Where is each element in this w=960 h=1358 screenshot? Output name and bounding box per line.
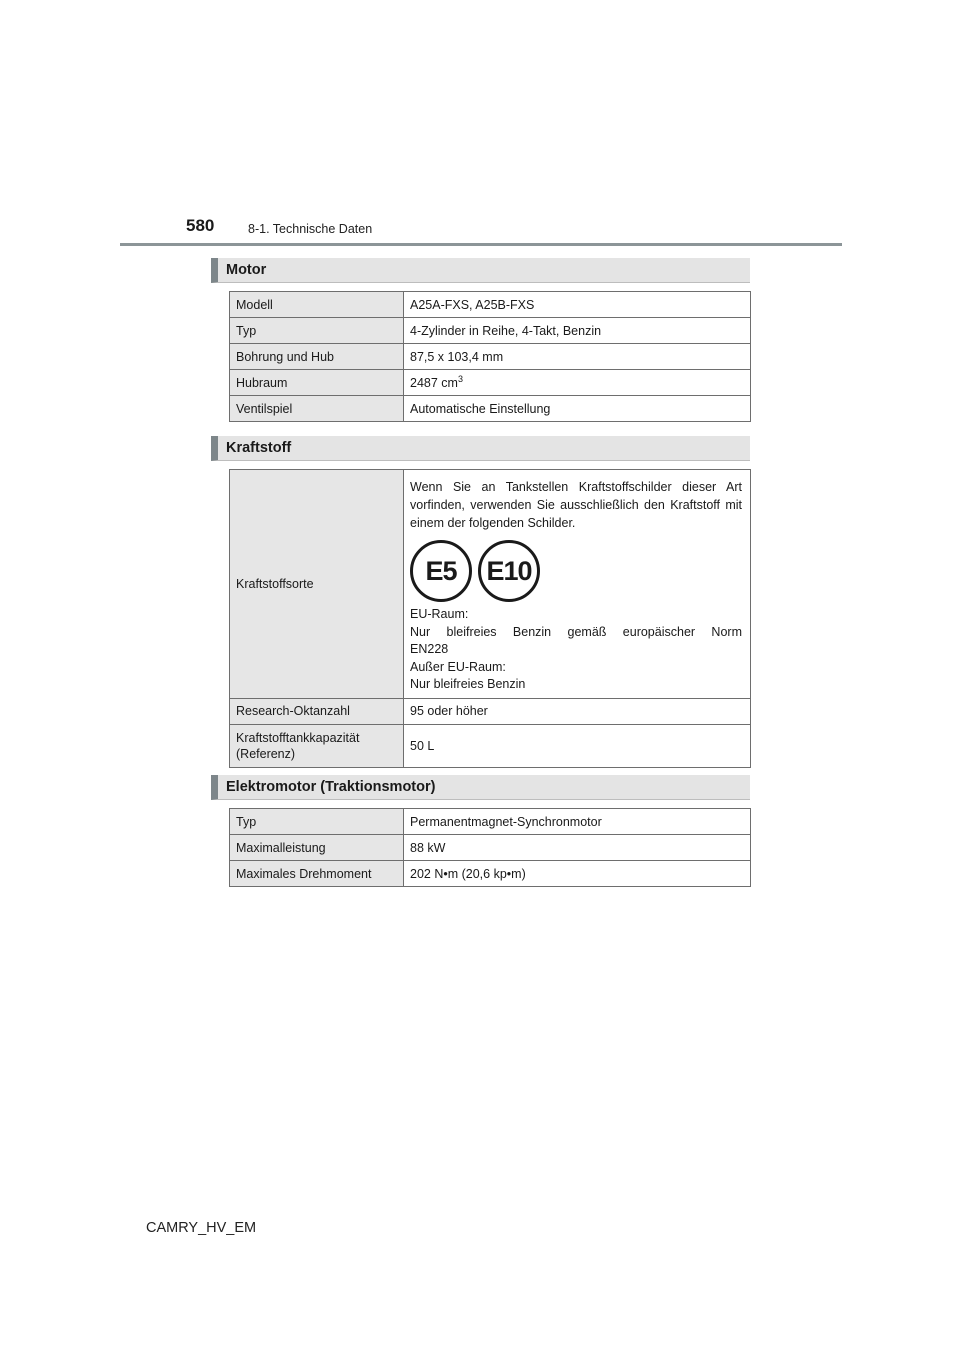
spec-value bbox=[404, 470, 751, 699]
fuel-intro: Wenn Sie an Tankstellen Kraftstoffschilder dieser Art vorfinden, verwenden Sie ausschließlich den Kraftstoff mit einem der folgenden Schilder. bbox=[410, 480, 742, 530]
table-row bbox=[230, 724, 751, 767]
document-code: CAMRY_HV_EM bbox=[146, 1220, 257, 1236]
eu-text: Nur bleifreies Benzin gemäß europäischer Norm bbox=[410, 624, 742, 639]
spec-key: Maximales Drehmoment bbox=[230, 861, 404, 887]
spec-value: 50 L bbox=[404, 724, 751, 767]
header-rule bbox=[120, 243, 842, 246]
spec-value: Permanentmagnet-Synchronmotor bbox=[404, 809, 751, 835]
table-row bbox=[230, 344, 751, 370]
spec-value: 202 N•m (20,6 kp•m) bbox=[404, 861, 751, 887]
fuel-label-badges bbox=[410, 540, 742, 602]
table-row bbox=[230, 470, 751, 699]
table-row bbox=[230, 809, 751, 835]
table-row bbox=[230, 861, 751, 887]
elektromotor-table bbox=[229, 808, 751, 887]
spec-key: Bohrung und Hub bbox=[230, 344, 404, 370]
spec-key: Typ bbox=[230, 809, 404, 835]
spec-key-line: (Referenz) bbox=[236, 746, 296, 761]
table-row bbox=[230, 396, 751, 422]
spec-key: Modell bbox=[230, 292, 404, 318]
eu-label: EU-Raum: bbox=[410, 607, 469, 621]
spec-value: 95 oder höher bbox=[404, 698, 751, 724]
spec-key: Research-Oktanzahl bbox=[230, 698, 404, 724]
motor-table bbox=[229, 291, 751, 422]
spec-value: 4-Zylinder in Reihe, 4-Takt, Benzin bbox=[404, 318, 751, 344]
section-title: Kraftstoff bbox=[226, 440, 292, 456]
spec-value: 87,5 x 103,4 mm bbox=[404, 344, 751, 370]
non-eu-label: Außer EU-Raum: bbox=[410, 659, 506, 674]
e10-fuel-badge: E10 bbox=[478, 540, 540, 602]
eu-norm: EN228 bbox=[410, 642, 449, 656]
spec-key: Maximalleistung bbox=[230, 835, 404, 861]
section-title: Elektromotor (Traktionsmotor) bbox=[226, 779, 436, 795]
spec-key-line: Kraftstofftankkapazität bbox=[236, 730, 360, 745]
chapter-title: 8-1. Technische Daten bbox=[248, 222, 373, 236]
page-number: 580 bbox=[186, 216, 215, 235]
table-row bbox=[230, 835, 751, 861]
section-heading-motor bbox=[211, 258, 750, 283]
section-heading-elektromotor bbox=[211, 775, 750, 800]
section-title: Motor bbox=[226, 262, 267, 278]
spec-key: Hubraum bbox=[230, 370, 404, 396]
spec-value: 88 kW bbox=[404, 835, 751, 861]
spec-key: Ventilspiel bbox=[230, 396, 404, 422]
spec-key: Kraftstoffsorte bbox=[230, 470, 404, 699]
spec-key bbox=[230, 724, 404, 767]
spec-value: A25A-FXS, A25B-FXS bbox=[404, 292, 751, 318]
non-eu-text: Nur bleifreies Benzin bbox=[410, 677, 526, 691]
table-row bbox=[230, 698, 751, 724]
displacement-value: 2487 cm bbox=[410, 375, 458, 390]
table-row bbox=[230, 318, 751, 344]
spec-value bbox=[404, 370, 751, 396]
table-row bbox=[230, 292, 751, 318]
spec-value: Automatische Einstellung bbox=[404, 396, 751, 422]
spec-key: Typ bbox=[230, 318, 404, 344]
e5-fuel-badge: E5 bbox=[410, 540, 472, 602]
section-heading-kraftstoff bbox=[211, 436, 750, 461]
displacement-unit-exponent: 3 bbox=[457, 373, 463, 384]
table-row bbox=[230, 370, 751, 396]
kraftstoff-table bbox=[229, 469, 751, 768]
